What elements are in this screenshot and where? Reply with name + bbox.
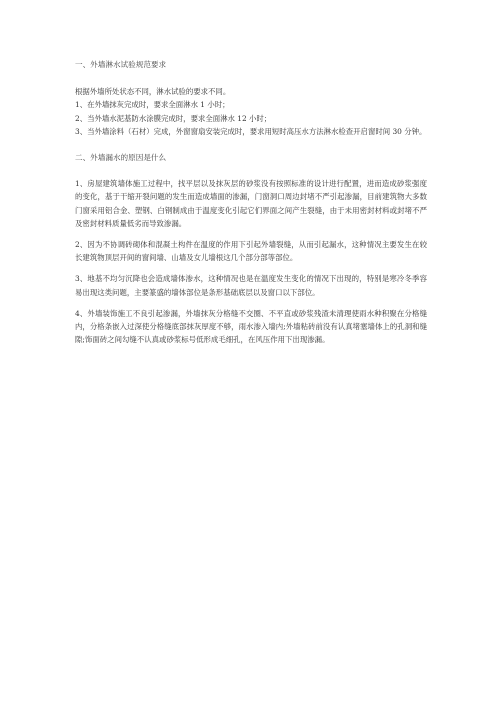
section-2-paragraph-2: 2、因为不协调砖砌体和混凝土构件在温度的作用下引起外墙裂缝，从而引起漏水，这种情况主要发生在较长建筑物顶层开间的窗间墙、山墙及女儿墙根这几个部分部等部位。 <box>75 240 427 263</box>
section-1-item-3: 3、当外墙涂料（石材）完成，外窗窗扇安装完成时，要求用短时高压水方法淋水检查开启窗时间 30 分钟。 <box>75 126 427 136</box>
section-1-item-2: 2、当外墙水泥基防水涂膜完成时，要求全面淋水 12 小时； <box>75 113 272 123</box>
section-2-heading: 二、外墙漏水的原因是什么 <box>75 153 167 163</box>
section-2-paragraph-4: 4、外墙装饰施工不良引起渗漏，外墙抹灰分格缝不交圈、不平直或砂浆残渣未清理使雨水种积聚在分格缝内，分格条嵌入过深使分格缝底部抹灰厚度不够，雨水渗入墙内;外墙粘砖前没有认真堵塞墙体上的孔洞和缝隙;饰面砖之间勾缝不认真或砂浆标号低形成毛细孔，在风压作用下出现渗漏。 <box>75 308 427 345</box>
section-1-heading: 一、外墙淋水试验规范要求 <box>75 60 167 69</box>
section-2-paragraph-1: 1、房屋建筑墙体施工过程中，找平层以及抹灰层的砂浆没有按照标准的设计进行配置，进而造成砂浆强度的变化，基于干缩开裂问题的发生而造成墙面的渗漏，门窗洞口周边封堵不严引起渗漏，目前建筑物大多数门窗采用铝合金、塑钢、白钢制成由于温度变化引起它们界面之间产生裂缝，由于未用密封材料或封堵不严及密封材料质量低劣而导致渗漏。 <box>75 179 427 228</box>
section-1-intro: 根据外墙所处状态不同，淋水试验的要求不同。 <box>75 87 231 97</box>
document-page <box>75 58 427 354</box>
section-1-item-1: 1、在外墙抹灰完成时，要求全面淋水 1 小时； <box>75 100 230 110</box>
section-2-paragraph-3: 3、地基不均匀沉降也会造成墙体渗水，这种情况也是在温度发生变化的情况下出现的，特别是寒冷冬季容易出现这类问题，主要篆盛的墙体部位是条形基础底层以及窗口以下部位。 <box>75 274 427 297</box>
